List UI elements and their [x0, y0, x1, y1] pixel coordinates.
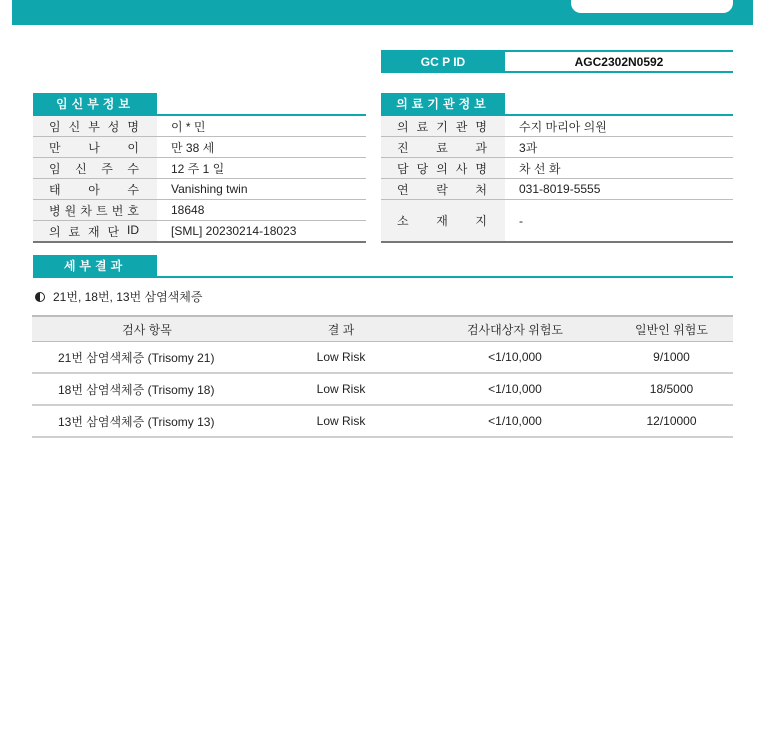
info-value: [SML] 20230214-18023	[157, 221, 366, 243]
info-label: 태 아 수	[49, 182, 139, 197]
row-result: Low Risk	[262, 342, 420, 374]
gcpid-box	[381, 50, 733, 73]
info-label: 소 재 지	[397, 214, 487, 228]
row-item: 13번 삼염색체증 (Trisomy 13)	[32, 405, 262, 437]
info-label-cell	[381, 200, 505, 243]
info-label-cell	[33, 200, 157, 221]
info-label-cell	[33, 137, 157, 158]
info-row	[33, 116, 366, 137]
info-row	[381, 158, 733, 179]
row-general-risk: 12/10000	[610, 405, 733, 437]
row-subject-risk: <1/10,000	[420, 373, 610, 405]
info-value: Vanishing twin	[157, 179, 366, 200]
info-row	[381, 179, 733, 200]
info-row	[33, 137, 366, 158]
info-label: 담 당 의 사 명	[397, 161, 487, 176]
half-circle-icon	[35, 292, 45, 302]
col-header-subject-risk: 검사대상자 위험도	[420, 316, 610, 342]
header-pill	[571, 0, 733, 13]
info-row	[381, 137, 733, 158]
info-value: 수지 마리아 의원	[505, 116, 733, 137]
row-subject-risk: <1/10,000	[420, 405, 610, 437]
details-line	[33, 276, 733, 278]
table-row	[32, 373, 733, 405]
pregnant-info-table	[33, 116, 366, 243]
row-subject-risk: <1/10,000	[420, 342, 610, 374]
info-label: 의 료 재 단 ID	[49, 222, 139, 239]
info-label: 진 료 과	[397, 140, 487, 155]
info-label-cell	[381, 179, 505, 200]
info-label-cell	[33, 158, 157, 179]
info-row	[381, 200, 733, 243]
info-row	[33, 158, 366, 179]
table-row	[32, 342, 733, 374]
info-label: 의 료 기 관 명	[397, 119, 487, 134]
info-label: 임 신 주 수	[49, 161, 139, 176]
pregnant-info-title: 임신부정보	[33, 93, 157, 114]
info-value: -	[505, 200, 733, 243]
info-label-cell	[33, 221, 157, 243]
info-value: 18648	[157, 200, 366, 221]
row-item: 21번 삼염색체증 (Trisomy 21)	[32, 342, 262, 374]
info-label-cell	[381, 158, 505, 179]
info-value: 3과	[505, 137, 733, 158]
info-value: 이 * 민	[157, 116, 366, 137]
info-label-cell	[381, 116, 505, 137]
info-row	[381, 116, 733, 137]
institution-info-title: 의료기관정보	[381, 93, 505, 114]
row-result: Low Risk	[262, 405, 420, 437]
info-label-cell	[33, 116, 157, 137]
row-general-risk: 18/5000	[610, 373, 733, 405]
gcpid-label: GC P ID	[381, 52, 505, 71]
info-value: 차 선 화	[505, 158, 733, 179]
info-label-cell	[33, 179, 157, 200]
info-label: 만 나 이	[49, 140, 139, 155]
results-table	[32, 315, 733, 438]
info-value: 12 주 1 일	[157, 158, 366, 179]
info-row	[33, 200, 366, 221]
details-title: 세부결과	[33, 255, 157, 276]
summary-text: 21번, 18번, 13번 삼염색체증	[53, 290, 203, 304]
info-row	[33, 179, 366, 200]
info-row	[33, 221, 366, 243]
info-value: 031-8019-5555	[505, 179, 733, 200]
col-header-result: 결 과	[262, 316, 420, 342]
summary	[35, 288, 202, 305]
info-label-cell	[381, 137, 505, 158]
info-label: 병 원 차 트 번 호	[49, 203, 139, 218]
col-header-item: 검사 항목	[32, 316, 262, 342]
gcpid-value: AGC2302N0592	[574, 54, 664, 69]
info-label: 임 신 부 성 명	[49, 119, 139, 134]
info-value: 만 38 세	[157, 137, 366, 158]
institution-info-table	[381, 116, 733, 243]
row-result: Low Risk	[262, 373, 420, 405]
info-label: 연 락 처	[397, 182, 487, 197]
col-header-general-risk: 일반인 위험도	[610, 316, 733, 342]
row-general-risk: 9/1000	[610, 342, 733, 374]
table-row	[32, 405, 733, 437]
row-item: 18번 삼염색체증 (Trisomy 18)	[32, 373, 262, 405]
